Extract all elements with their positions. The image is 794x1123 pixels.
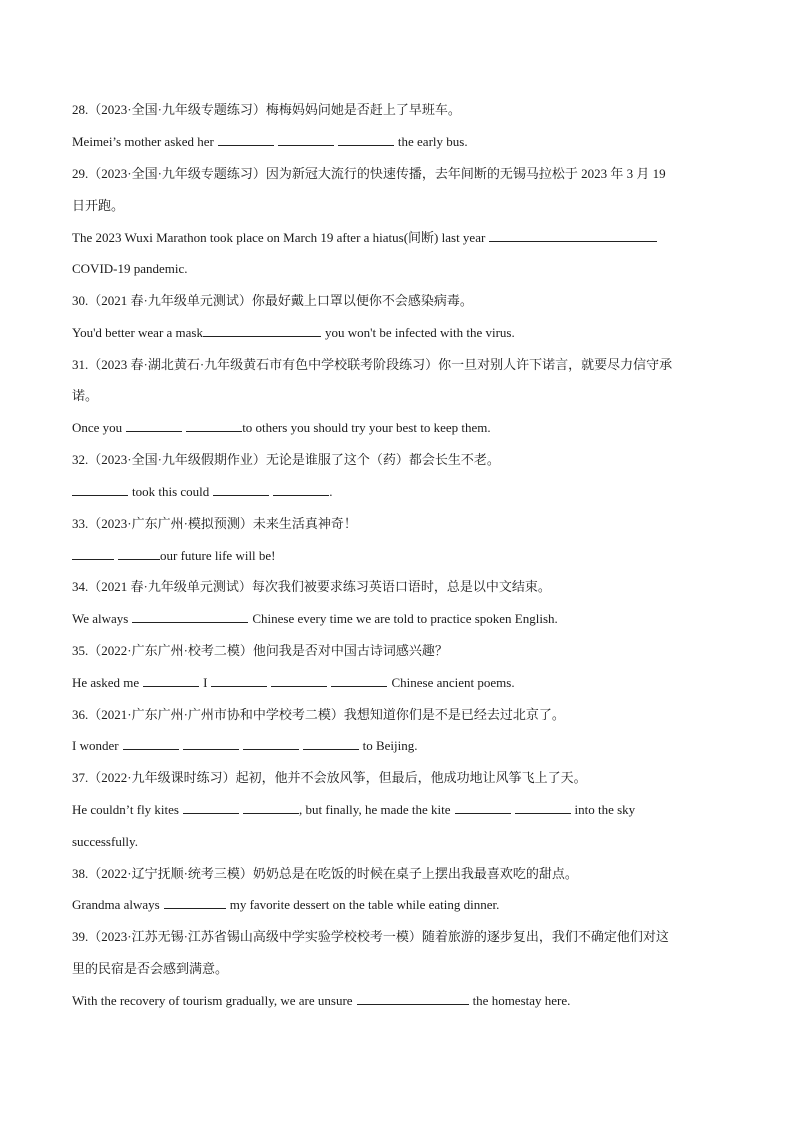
question-29-answer: The 2023 Wuxi Marathon took place on March 19 after a hiatus(间断) last year — [72, 229, 728, 247]
answer-blank[interactable] — [338, 134, 394, 146]
answer-blank[interactable] — [243, 802, 299, 814]
question-31-prompt-cont: 诺。 — [72, 388, 99, 403]
question-37-answer: He couldn’t fly kites , but finally, he made the kite into the sky — [72, 802, 636, 817]
question-29-prompt: 29.（2023·全国·九年级专题练习）因为新冠大流行的快速传播，去年间断的无锡马拉松于 2023 年 3 月 19 — [72, 166, 666, 181]
answer-blank[interactable] — [489, 230, 657, 242]
question-35-prompt: 35.（2022·广东广州·校考二模）他问我是否对中国古诗词感兴趣？ — [72, 643, 448, 658]
question-39-prompt: 39.（2023·江苏无锡·江苏省锡山高级中学实验学校校考一模）随着旅游的逐步复出，我们不确定他们对这 — [72, 929, 669, 944]
question-32-prompt: 32.（2023·全国·九年级假期作业）无论是谁服了这个（药）都会长生不老。 — [72, 452, 500, 467]
answer-blank[interactable] — [278, 134, 334, 146]
question-30-answer: You'd better wear a mask you won't be infected with the virus. — [72, 325, 515, 340]
question-39-prompt-cont: 里的民宿是否会感到满意。 — [72, 961, 229, 976]
answer-blank[interactable] — [132, 611, 248, 623]
question-36-answer: I wonder to Beijing. — [72, 738, 418, 753]
answer-blank[interactable] — [357, 993, 469, 1005]
question-33-prompt: 33.（2023·广东广州·模拟预测）未来生活真神奇！ — [72, 516, 357, 531]
question-34-prompt: 34.（2021 春·九年级单元测试）每次我们被要求练习英语口语时，总是以中文结束。 — [72, 579, 551, 594]
answer-blank[interactable] — [211, 675, 267, 687]
question-35-answer: He asked me I Chinese ancient poems. — [72, 675, 515, 690]
answer-blank[interactable] — [303, 738, 359, 750]
question-28-prompt: 28.（2023·全国·九年级专题练习）梅梅妈妈问她是否赶上了早班车。 — [72, 102, 461, 117]
question-29-prompt-cont: 日开跑。 — [72, 198, 125, 213]
question-39-answer: With the recovery of tourism gradually, we are unsure the homestay here. — [72, 993, 571, 1008]
answer-blank[interactable] — [273, 484, 329, 496]
question-34-answer: We always Chinese every time we are told to practice spoken English. — [72, 611, 558, 626]
answer-blank[interactable] — [203, 325, 321, 337]
question-37-prompt: 37.（2022·九年级课时练习）起初，他并不会放风筝，但最后，他成功地让风筝飞上了天。 — [72, 770, 587, 785]
answer-blank[interactable] — [72, 484, 128, 496]
question-36-prompt: 36.（2021·广东广州·广州市协和中学校考二模）我想知道你们是不是已经去过北京了。 — [72, 707, 565, 722]
question-37-answer-cont: successfully. — [72, 834, 138, 849]
question-33-answer: our future life will be! — [72, 547, 728, 565]
question-30-prompt: 30.（2021 春·九年级单元测试）你最好戴上口罩以便你不会感染病毒。 — [72, 293, 473, 308]
answer-blank[interactable] — [123, 738, 179, 750]
answer-blank[interactable] — [218, 134, 274, 146]
answer-blank[interactable] — [186, 420, 242, 432]
question-31-answer: Once you to others you should try your best to keep them. — [72, 420, 491, 435]
answer-blank[interactable] — [213, 484, 269, 496]
answer-blank[interactable] — [515, 802, 571, 814]
question-28-answer: Meimei’s mother asked her the early bus. — [72, 134, 468, 149]
answer-blank[interactable] — [72, 548, 114, 560]
question-29-answer-cont: COVID-19 pandemic. — [72, 261, 188, 276]
answer-blank[interactable] — [455, 802, 511, 814]
answer-blank[interactable] — [183, 802, 239, 814]
question-38-prompt: 38.（2022·辽宁抚顺·统考三模）奶奶总是在吃饭的时候在桌子上摆出我最喜欢吃的甜点。 — [72, 866, 578, 881]
question-32-answer: took this could . — [72, 483, 728, 501]
question-38-answer: Grandma always my favorite dessert on the table while eating dinner. — [72, 897, 500, 912]
answer-blank[interactable] — [118, 548, 160, 560]
answer-blank[interactable] — [243, 738, 299, 750]
question-31-prompt: 31.（2023 春·湖北黄石·九年级黄石市有色中学校联考阶段练习）你一旦对别人许下诺言，就要尽力信守承 — [72, 357, 673, 372]
answer-blank[interactable] — [164, 897, 226, 909]
answer-blank[interactable] — [143, 675, 199, 687]
answer-blank[interactable] — [271, 675, 327, 687]
answer-blank[interactable] — [126, 420, 182, 432]
answer-blank[interactable] — [183, 738, 239, 750]
answer-blank[interactable] — [331, 675, 387, 687]
